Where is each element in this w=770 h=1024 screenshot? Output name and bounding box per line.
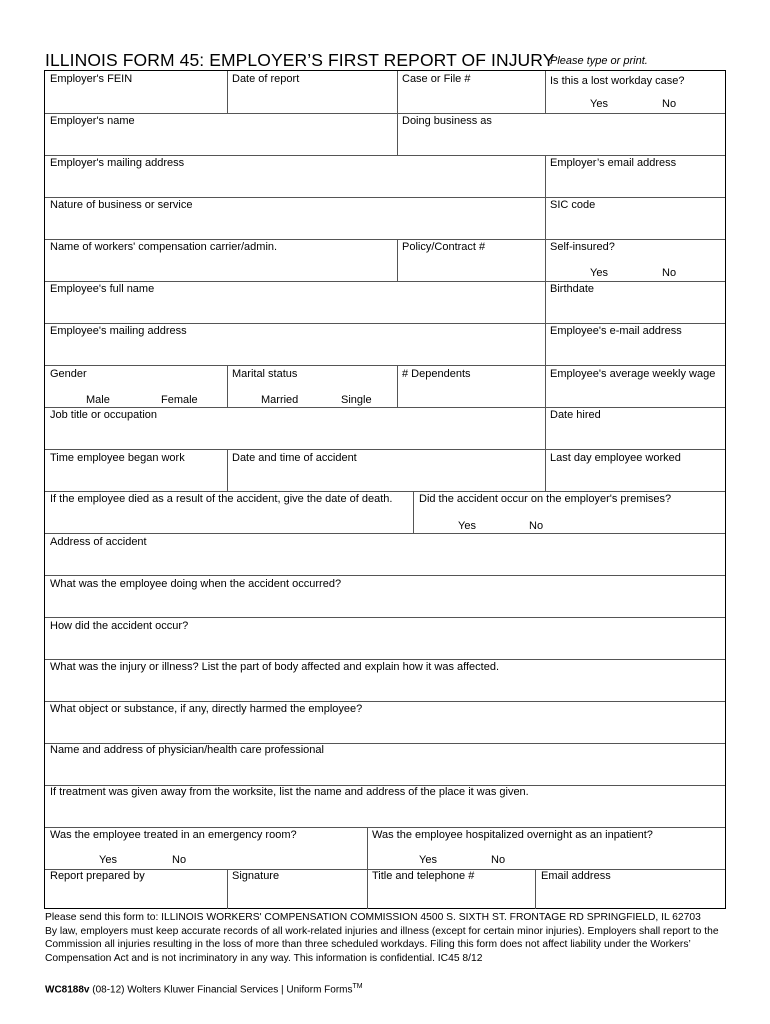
emergency-room-no-option[interactable]: No xyxy=(172,854,187,866)
dependents-field[interactable]: # Dependents xyxy=(402,368,471,380)
employee-name-field[interactable]: Employee's full name xyxy=(50,283,155,295)
self-insured-label: Self-insured? xyxy=(550,241,615,253)
lost-workday-yes-option[interactable]: Yes xyxy=(590,98,608,110)
row-divider xyxy=(45,617,725,618)
date-of-death-field[interactable]: If the employee died as a result of the accident, give the date of death. xyxy=(50,493,393,505)
gender-female-option[interactable]: Female xyxy=(161,394,198,406)
treatment-away-field[interactable]: If treatment was given away from the worksite, list the name and address of the place it was given. xyxy=(50,786,529,798)
address-of-accident-field[interactable]: Address of accident xyxy=(50,536,147,548)
col-divider xyxy=(535,869,536,909)
hospitalized-label: Was the employee hospitalized overnight as an inpatient? xyxy=(372,829,653,841)
filing-notice xyxy=(45,911,735,965)
report-form xyxy=(44,70,726,909)
employee-mailing-address-field[interactable]: Employee's mailing address xyxy=(50,325,187,337)
self-insured-yes-option[interactable]: Yes xyxy=(590,267,608,279)
row-divider xyxy=(45,407,725,408)
case-or-file-field[interactable]: Case or File # xyxy=(402,73,471,85)
col-divider xyxy=(367,827,368,869)
col-divider xyxy=(227,71,228,113)
title-telephone-field[interactable]: Title and telephone # xyxy=(372,870,475,882)
footer-details: (08-12) Wolters Kluwer Financial Services | Uniform Forms xyxy=(89,984,353,996)
nature-of-business-field[interactable]: Nature of business or service xyxy=(50,199,193,211)
emergency-room-yes-option[interactable]: Yes xyxy=(99,854,117,866)
carrier-field[interactable]: Name of workers' compensation carrier/admin. xyxy=(50,241,278,253)
marital-married-option[interactable]: Married xyxy=(261,394,299,406)
injury-illness-field[interactable]: What was the injury or illness? List the part of body affected and explain how it was affected. xyxy=(50,661,500,673)
col-divider xyxy=(227,449,228,491)
col-divider xyxy=(413,491,414,533)
employee-doing-field[interactable]: What was the employee doing when the accident occurred? xyxy=(50,578,342,590)
row-divider xyxy=(45,533,725,534)
gender-label: Gender xyxy=(50,368,87,380)
send-to-text: Please send this form to: ILLINOIS WORKERS' COMPENSATION COMMISSION 4500 S. SIXTH ST. FRONTAGE RD SPRINGFIELD, IL 62703 xyxy=(45,912,701,923)
employer-name-field[interactable]: Employer's name xyxy=(50,115,135,127)
form-number: WC8188v xyxy=(45,984,90,996)
physician-field[interactable]: Name and address of physician/health care professional xyxy=(50,744,324,756)
row-divider xyxy=(45,575,725,576)
signature-field[interactable]: Signature xyxy=(232,870,280,882)
col-divider xyxy=(397,71,398,155)
avg-weekly-wage-field[interactable]: Employee's average weekly wage xyxy=(550,368,716,380)
last-day-worked-field[interactable]: Last day employee worked xyxy=(550,452,681,464)
policy-contract-field[interactable]: Policy/Contract # xyxy=(402,241,486,253)
col-divider xyxy=(545,71,546,113)
col-divider xyxy=(367,869,368,909)
trademark-mark: TM xyxy=(352,983,363,990)
employer-mailing-address-field[interactable]: Employer's mailing address xyxy=(50,157,185,169)
emergency-room-label: Was the employee treated in an emergency room? xyxy=(50,829,297,841)
hospitalized-yes-option[interactable]: Yes xyxy=(419,854,437,866)
email-address-field[interactable]: Email address xyxy=(541,870,611,882)
lost-workday-label: Is this a lost workday case? xyxy=(550,75,685,87)
employer-email-field[interactable]: Employer’s email address xyxy=(550,157,677,169)
form-footer xyxy=(45,983,363,995)
row-divider xyxy=(45,659,725,660)
date-of-report-field[interactable]: Date of report xyxy=(232,73,300,85)
marital-status-label: Marital status xyxy=(232,368,298,380)
col-divider xyxy=(545,239,546,449)
doing-business-as-field[interactable]: Doing business as xyxy=(402,115,492,127)
col-divider xyxy=(227,365,228,407)
row-divider xyxy=(45,365,725,366)
marital-single-option[interactable]: Single xyxy=(341,394,372,406)
self-insured-no-option[interactable]: No xyxy=(662,267,677,279)
row-divider xyxy=(45,239,725,240)
row-divider xyxy=(45,701,725,702)
row-divider xyxy=(45,113,725,114)
col-divider xyxy=(545,449,546,491)
date-time-accident-field[interactable]: Date and time of accident xyxy=(232,452,357,464)
gender-male-option[interactable]: Male xyxy=(86,394,110,406)
hospitalized-no-option[interactable]: No xyxy=(491,854,506,866)
how-occur-field[interactable]: How did the accident occur? xyxy=(50,620,189,632)
on-premises-no-option[interactable]: No xyxy=(529,520,544,532)
row-divider xyxy=(45,323,725,324)
prepared-by-field[interactable]: Report prepared by xyxy=(50,870,145,882)
col-divider xyxy=(397,239,398,281)
time-began-work-field[interactable]: Time employee began work xyxy=(50,452,185,464)
date-hired-field[interactable]: Date hired xyxy=(550,409,601,421)
object-substance-field[interactable]: What object or substance, if any, directly harmed the employee? xyxy=(50,703,363,715)
lost-workday-no-option[interactable]: No xyxy=(662,98,677,110)
form-title: ILLINOIS FORM 45: EMPLOYER’S FIRST REPORT OF INJURY xyxy=(45,50,555,70)
col-divider xyxy=(397,365,398,407)
employer-fein-field[interactable]: Employer's FEIN xyxy=(50,73,133,85)
sic-code-field[interactable]: SIC code xyxy=(550,199,596,211)
row-divider xyxy=(45,449,725,450)
on-premises-label: Did the accident occur on the employer's premises? xyxy=(419,493,672,505)
on-premises-yes-option[interactable]: Yes xyxy=(458,520,476,532)
row-divider xyxy=(45,491,725,492)
row-divider xyxy=(45,281,725,282)
job-title-field[interactable]: Job title or occupation xyxy=(50,409,158,421)
birthdate-field[interactable]: Birthdate xyxy=(550,283,595,295)
row-divider xyxy=(45,827,725,828)
row-divider xyxy=(45,197,725,198)
employee-email-field[interactable]: Employee's e-mail address xyxy=(550,325,682,337)
col-divider xyxy=(227,869,228,909)
row-divider xyxy=(45,155,725,156)
form-instruction: Please type or print. xyxy=(550,55,648,67)
legal-notice-text: By law, employers must keep accurate records of all work-related injuries and illness (except for certain minor injuries). Employers shall report to the Commission all injuries resulting in the loss of more than three scheduled workdays. Filing this form does not affect liability under the Workers’ Compensation Act and is not incriminatory in any way. This information is confidential. IC45 8/12 xyxy=(45,925,719,964)
